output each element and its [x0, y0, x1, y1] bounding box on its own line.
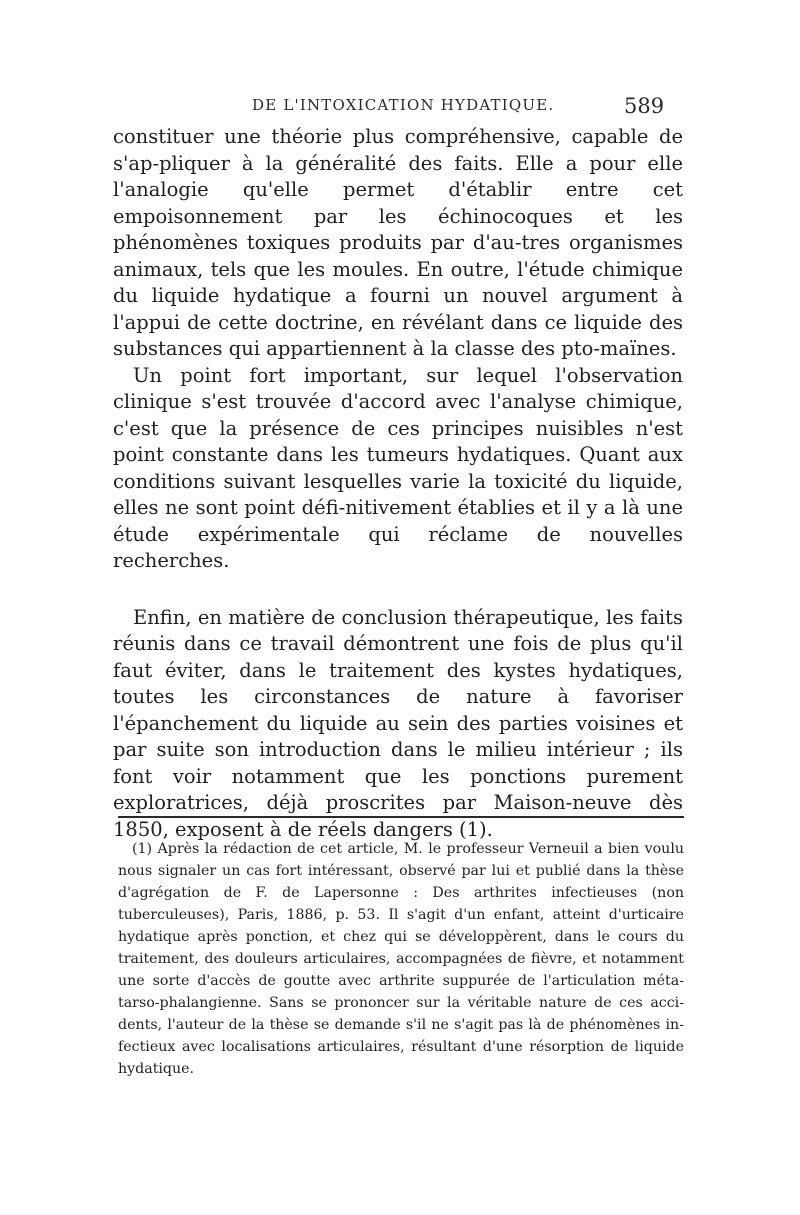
- running-header: DE L'INTOXICATION HYDATIQUE.: [252, 96, 555, 114]
- paragraph-1: constituer une théorie plus compréhensive, capable de s'ap-pliquer à la généralité des faits. Elle a pour elle l'analogie qu'elle permet d'établir entre cet empoisonnement par les échinocoques et les phénomènes toxiques produits par d'au-tres organismes animaux, tels que les moules. En outre, l'étude chimique du liquide hydatique a fourni un nouvel argument à l'appui de cette doctrine, en révélant dans ce liquide des substances qui appartiennent à la classe des pto-maïnes.: [113, 125, 683, 360]
- main-text: [113, 124, 683, 843]
- paragraph-3: Enfin, en matière de conclusion thérapeutique, les faits réunis dans ce travail démontrent une fois de plus qu'il faut éviter, dans le traitement des kystes hydatiques, toutes les circonstances de nature à favoriser l'épanchement du liquide au sein des parties voisines et par suite son introduction dans le milieu intérieur ; ils font voir notamment que les ponctions purement exploratrices, déjà proscrites par Maison-neuve dès 1850, exposent à de réels dangers (1).: [113, 605, 683, 841]
- page-number: 589: [624, 94, 665, 118]
- footnote-divider: [118, 816, 684, 818]
- paragraph-2: Un point fort important, sur lequel l'observation clinique s'est trouvée d'accord avec l'analyse chimique, c'est que la présence de ces principes nuisibles n'est point constante dans les tumeurs hydatiques. Quant aux conditions suivant lesquelles varie la toxicité du liquide, elles ne sont point défi-nitivement établies et il y a là une étude expérimentale qui réclame de nouvelles recherches.: [113, 363, 683, 572]
- footnote: (1) Après la rédaction de cet article, M. le professeur Verneuil a bien voulu nous signaler un cas fort intéressant, observé par lui et publié dans la thèse d'agrégation de F. de Lapersonne : Des arthrites infectieuses (non tuberculeuses), Paris, 1886, p. 53. Il s'agit d'un enfant, atteint d'urticaire hydatique après ponction, et chez qui se développèrent, dans le cours du traitement, des douleurs articulaires, accompagnées de fièvre, et notamment une sorte d'accès de goutte avec arthrite suppurée de l'articulation méta-tarso-phalangienne. Sans se prononcer sur la véritable nature de ces acci-dents, l'auteur de la thèse se demande s'il ne s'agit pas là de phénomènes in-fectieux avec localisations articulaires, résultant d'une résorption de liquide hydatique.: [118, 841, 684, 1077]
